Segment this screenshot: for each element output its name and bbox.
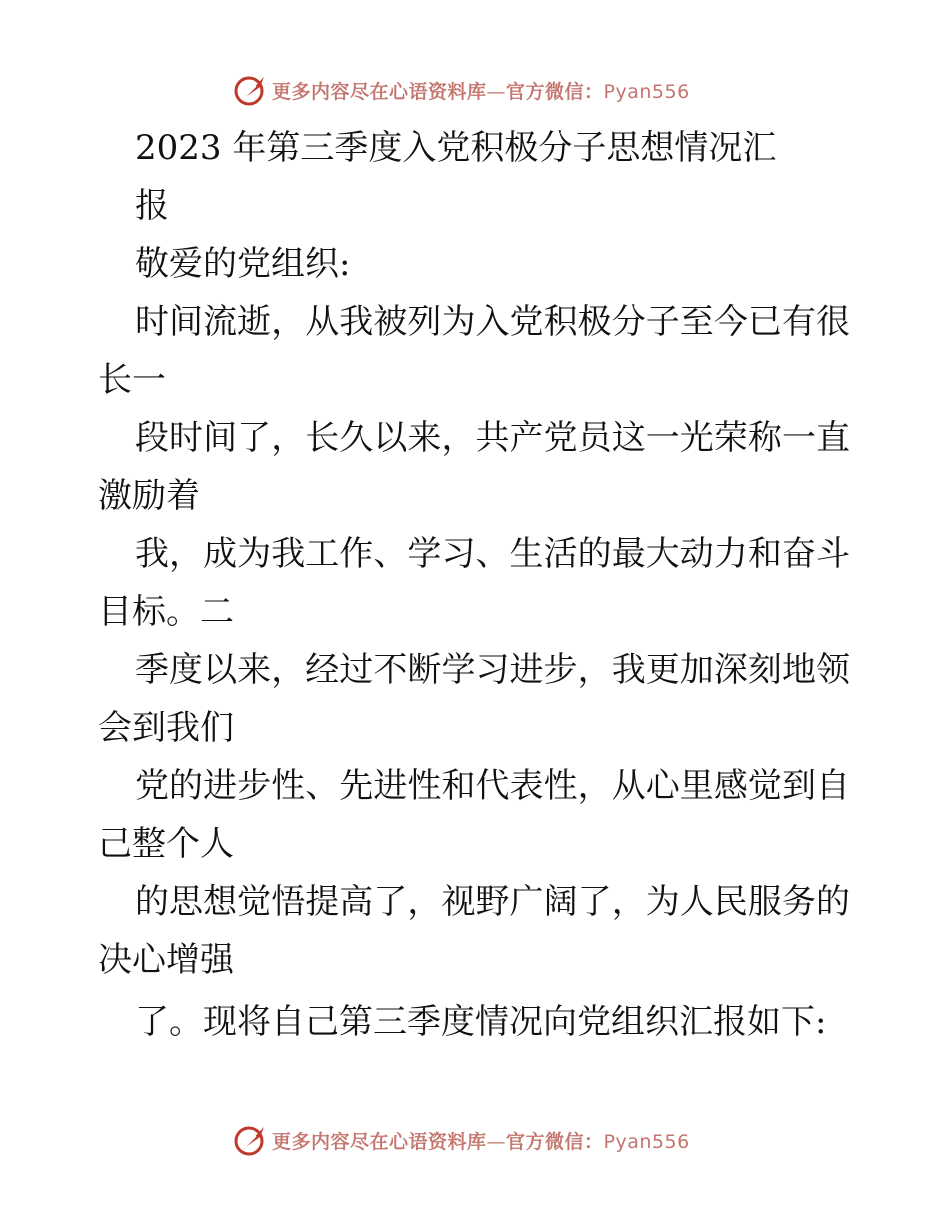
banner-site-name: 更多内容尽在心语资料库 bbox=[272, 80, 487, 103]
body-line: 激励着 bbox=[98, 476, 200, 516]
body-line: 长一 bbox=[98, 360, 166, 400]
header-banner bbox=[234, 72, 754, 108]
quill-pen-logo-icon bbox=[234, 1123, 268, 1157]
body-line: 了。现将自己第三季度情况向党组织汇报如下: bbox=[135, 1002, 827, 1042]
body-line: 的思想觉悟提高了，视野广阔了，为人民服务的 bbox=[135, 882, 850, 922]
body-line: 目标。二 bbox=[98, 592, 234, 632]
banner-dash: — bbox=[486, 1130, 507, 1153]
document-title-line-1: 2023 年第三季度入党积极分子思想情况汇 bbox=[135, 128, 777, 168]
salutation: 敬爱的党组织: bbox=[135, 244, 351, 284]
body-line: 己整个人 bbox=[98, 824, 234, 864]
banner-dash: — bbox=[486, 80, 507, 103]
banner-wechat-label: 官方微信： bbox=[506, 80, 604, 103]
banner-site-name: 更多内容尽在心语资料库 bbox=[272, 1130, 487, 1153]
banner-wechat-label: 官方微信： bbox=[506, 1130, 604, 1153]
document-title-line-2: 报 bbox=[135, 186, 169, 226]
banner-wechat-id: Pyan556 bbox=[603, 80, 690, 103]
body-line: 段时间了，长久以来，共产党员这一光荣称一直 bbox=[135, 418, 850, 458]
body-line: 时间流逝，从我被列为入党积极分子至今已有很 bbox=[135, 302, 850, 342]
banner-text bbox=[272, 1127, 690, 1154]
quill-pen-logo-icon bbox=[234, 73, 268, 107]
footer-banner bbox=[234, 1122, 754, 1158]
body-line: 决心增强 bbox=[98, 940, 234, 980]
body-line: 季度以来，经过不断学习进步，我更加深刻地领 bbox=[135, 650, 850, 690]
body-line: 党的进步性、先进性和代表性，从心里感觉到自 bbox=[135, 766, 850, 806]
banner-wechat-id: Pyan556 bbox=[603, 1130, 690, 1153]
banner-text bbox=[272, 77, 690, 104]
body-line: 会到我们 bbox=[98, 708, 234, 748]
body-line: 我，成为我工作、学习、生活的最大动力和奋斗 bbox=[135, 534, 850, 574]
